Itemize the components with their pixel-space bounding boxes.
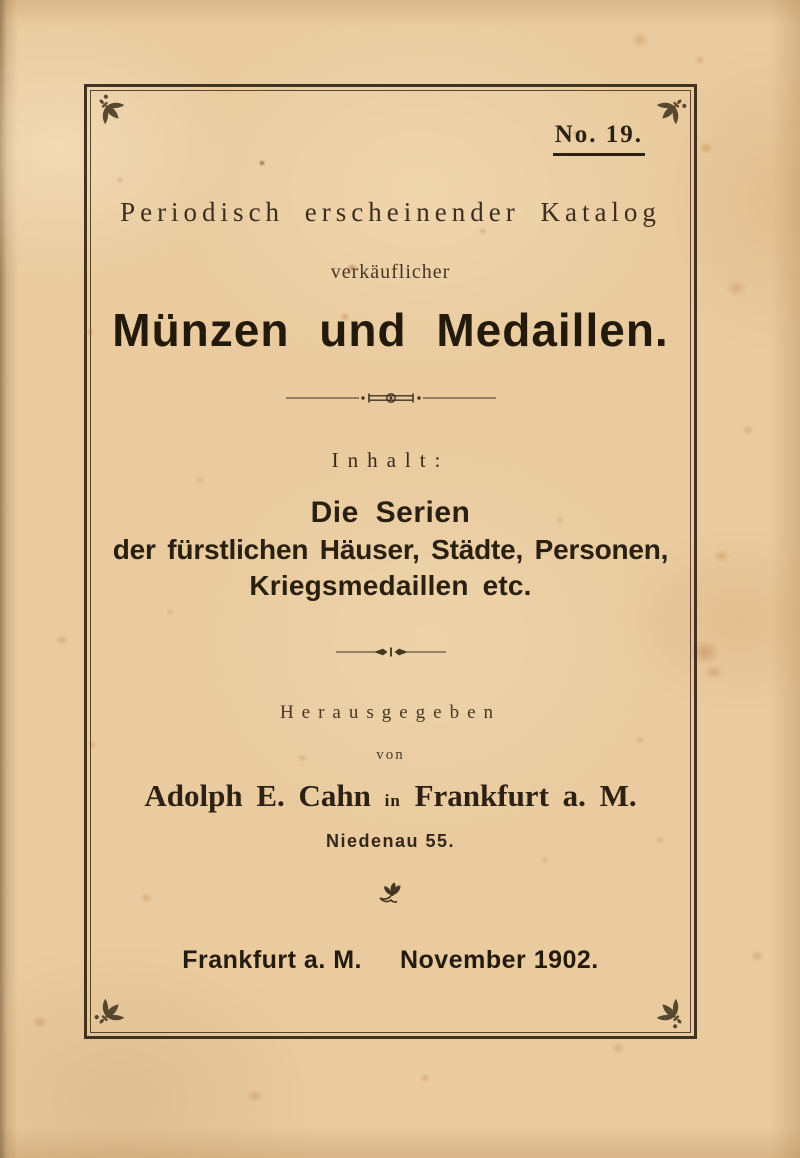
catalog-number: No. 19. [553,121,645,156]
contents-divider-ornament [84,645,697,659]
publisher-in-word: in [384,791,401,810]
title-divider-ornament [84,390,697,406]
by-label: von [376,747,405,763]
publisher-city: Frankfurt a. M. [414,778,637,813]
contents-line: der fürstlichen Häuser, Städte, Personen, [112,534,669,565]
publisher-line [84,778,697,814]
contents-line: Die Serien [310,496,471,529]
imprint-date: November 1902. [399,946,599,974]
publisher-name: Adolph E. Cahn [144,778,371,813]
page-title: Münzen und Medaillen. [112,304,669,356]
publisher-address: Niedenau 55. [325,831,456,851]
series-line: Periodisch erscheinender Katalog [120,197,661,227]
subtitle: verkäuflicher [330,261,451,283]
imprint-place: Frankfurt a. M. [182,946,362,974]
imprint-line [84,946,697,975]
contents-heading: Inhalt: [331,448,450,472]
published-label: Herausgegeben [279,702,502,723]
floral-sprig-icon [84,882,697,906]
contents-line: Kriegsmedaillen etc. [249,570,532,601]
